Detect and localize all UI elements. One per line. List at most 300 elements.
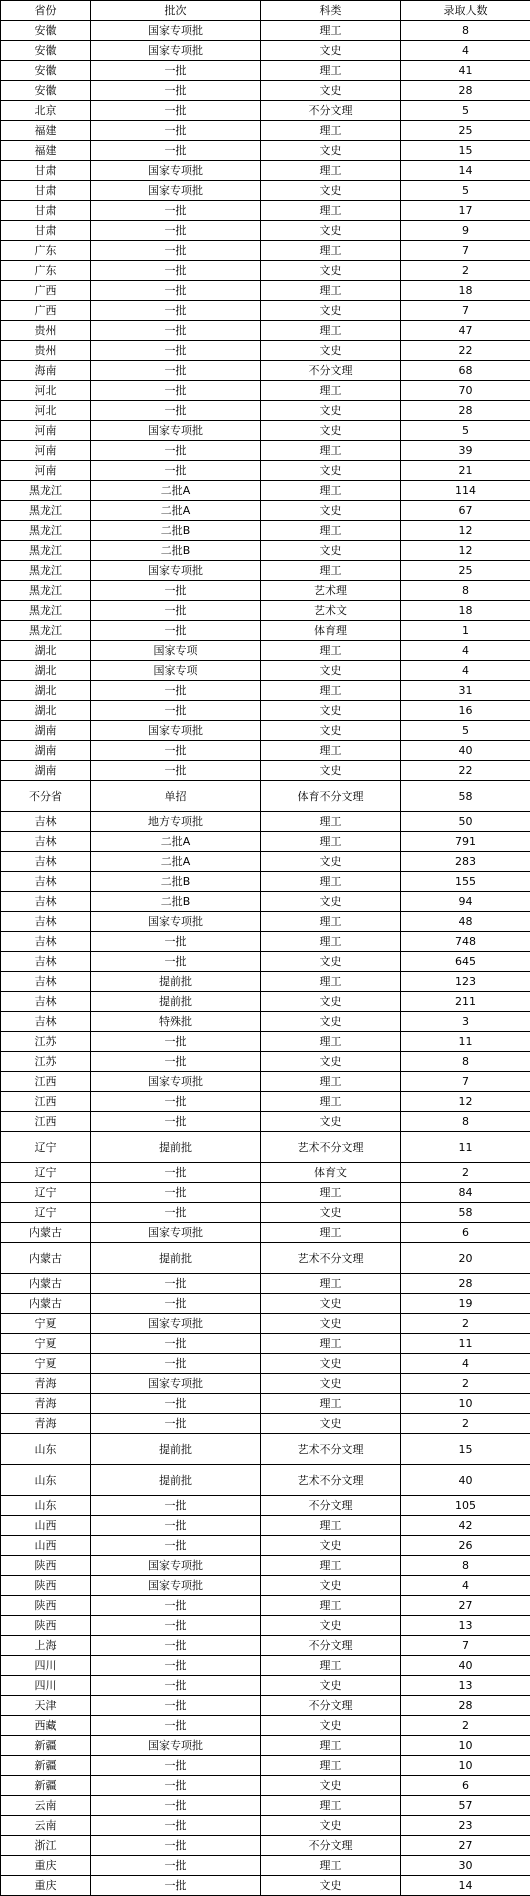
table-row [1, 1556, 530, 1576]
province-cell: 广东 [1, 261, 91, 281]
admitted-count-cell: 58 [401, 1203, 530, 1223]
table-row [1, 1876, 530, 1896]
batch-cell: 二批A [91, 832, 261, 852]
province-cell: 广西 [1, 281, 91, 301]
table-row [1, 1756, 530, 1776]
admitted-count-cell: 645 [401, 952, 530, 972]
batch-cell: 国家专项批 [91, 1576, 261, 1596]
batch-cell: 一批 [91, 761, 261, 781]
category-cell: 文史 [261, 261, 401, 281]
batch-cell: 国家专项批 [91, 912, 261, 932]
admitted-count-cell: 28 [401, 81, 530, 101]
table-row [1, 1374, 530, 1394]
table-row [1, 1576, 530, 1596]
admitted-count-cell: 5 [401, 101, 530, 121]
category-cell: 文史 [261, 501, 401, 521]
admitted-count-cell: 7 [401, 241, 530, 261]
batch-cell: 一批 [91, 1274, 261, 1294]
batch-cell: 单招 [91, 781, 261, 812]
admitted-count-cell: 14 [401, 1876, 530, 1896]
category-cell: 艺术不分文理 [261, 1465, 401, 1496]
batch-cell: 提前批 [91, 972, 261, 992]
batch-cell: 二批B [91, 541, 261, 561]
admitted-count-cell: 4 [401, 1576, 530, 1596]
admitted-count-cell: 4 [401, 1354, 530, 1374]
province-cell: 黑龙江 [1, 621, 91, 641]
province-cell: 北京 [1, 101, 91, 121]
batch-cell: 二批B [91, 892, 261, 912]
admitted-count-cell: 8 [401, 21, 530, 41]
category-cell: 文史 [261, 1676, 401, 1696]
province-cell: 青海 [1, 1394, 91, 1414]
batch-cell: 提前批 [91, 1465, 261, 1496]
province-cell: 湖南 [1, 741, 91, 761]
batch-cell: 一批 [91, 1856, 261, 1876]
province-cell: 陕西 [1, 1576, 91, 1596]
batch-cell: 提前批 [91, 1434, 261, 1465]
table-row [1, 501, 530, 521]
province-cell: 新疆 [1, 1736, 91, 1756]
table-row [1, 421, 530, 441]
table-row [1, 1414, 530, 1434]
batch-cell: 一批 [91, 341, 261, 361]
category-cell: 文史 [261, 301, 401, 321]
admitted-count-cell: 67 [401, 501, 530, 521]
province-cell: 河北 [1, 401, 91, 421]
category-cell: 文史 [261, 401, 401, 421]
batch-cell: 国家专项批 [91, 21, 261, 41]
header-category: 科类 [261, 1, 401, 21]
category-cell: 文史 [261, 1203, 401, 1223]
batch-cell: 一批 [91, 1796, 261, 1816]
province-cell: 甘肃 [1, 221, 91, 241]
category-cell: 理工 [261, 1183, 401, 1203]
province-cell: 青海 [1, 1414, 91, 1434]
batch-cell: 提前批 [91, 1243, 261, 1274]
category-cell: 理工 [261, 561, 401, 581]
admitted-count-cell: 58 [401, 781, 530, 812]
admitted-count-cell: 28 [401, 1274, 530, 1294]
province-cell: 内蒙古 [1, 1223, 91, 1243]
table-row [1, 561, 530, 581]
table-row [1, 161, 530, 181]
category-cell: 理工 [261, 61, 401, 81]
province-cell: 吉林 [1, 892, 91, 912]
batch-cell: 国家专项批 [91, 1072, 261, 1092]
batch-cell: 一批 [91, 101, 261, 121]
batch-cell: 一批 [91, 1032, 261, 1052]
province-cell: 黑龙江 [1, 561, 91, 581]
table-row [1, 1516, 530, 1536]
category-cell: 理工 [261, 1516, 401, 1536]
admitted-count-cell: 123 [401, 972, 530, 992]
province-cell: 黑龙江 [1, 501, 91, 521]
admitted-count-cell: 21 [401, 461, 530, 481]
province-cell: 湖北 [1, 681, 91, 701]
batch-cell: 一批 [91, 1816, 261, 1836]
table-row [1, 61, 530, 81]
table-row [1, 1596, 530, 1616]
batch-cell: 一批 [91, 1112, 261, 1132]
admitted-count-cell: 17 [401, 201, 530, 221]
category-cell: 理工 [261, 241, 401, 261]
category-cell: 体育文 [261, 1163, 401, 1183]
province-cell: 江西 [1, 1112, 91, 1132]
admitted-count-cell: 5 [401, 181, 530, 201]
province-cell: 辽宁 [1, 1183, 91, 1203]
admitted-count-cell: 39 [401, 441, 530, 461]
province-cell: 宁夏 [1, 1354, 91, 1374]
batch-cell: 一批 [91, 1636, 261, 1656]
category-cell: 文史 [261, 1052, 401, 1072]
category-cell: 理工 [261, 1394, 401, 1414]
table-body [1, 21, 530, 1896]
batch-cell: 二批A [91, 501, 261, 521]
province-cell: 山东 [1, 1496, 91, 1516]
admitted-count-cell: 13 [401, 1676, 530, 1696]
batch-cell: 提前批 [91, 1132, 261, 1163]
province-cell: 安徽 [1, 81, 91, 101]
table-row [1, 1616, 530, 1636]
admitted-count-cell: 2 [401, 261, 530, 281]
admitted-count-cell: 70 [401, 381, 530, 401]
admitted-count-cell: 40 [401, 1465, 530, 1496]
province-cell: 云南 [1, 1796, 91, 1816]
category-cell: 理工 [261, 741, 401, 761]
province-cell: 辽宁 [1, 1132, 91, 1163]
category-cell: 艺术理 [261, 581, 401, 601]
category-cell: 艺术文 [261, 601, 401, 621]
table-row [1, 481, 530, 501]
table-row [1, 1203, 530, 1223]
table-row [1, 781, 530, 812]
batch-cell: 一批 [91, 1836, 261, 1856]
admitted-count-cell: 10 [401, 1736, 530, 1756]
table-row [1, 221, 530, 241]
category-cell: 理工 [261, 1656, 401, 1676]
batch-cell: 国家专项批 [91, 1736, 261, 1756]
table-row [1, 741, 530, 761]
table-row [1, 872, 530, 892]
province-cell: 海南 [1, 361, 91, 381]
category-cell: 文史 [261, 461, 401, 481]
province-cell: 浙江 [1, 1836, 91, 1856]
table-row [1, 41, 530, 61]
table-row [1, 852, 530, 872]
category-cell: 文史 [261, 41, 401, 61]
category-cell: 文史 [261, 1616, 401, 1636]
batch-cell: 一批 [91, 461, 261, 481]
table-row [1, 1796, 530, 1816]
batch-cell: 一批 [91, 1294, 261, 1314]
admitted-count-cell: 22 [401, 761, 530, 781]
province-cell: 江西 [1, 1092, 91, 1112]
admitted-count-cell: 11 [401, 1032, 530, 1052]
admitted-count-cell: 748 [401, 932, 530, 952]
table-row [1, 461, 530, 481]
admitted-count-cell: 791 [401, 832, 530, 852]
table-row [1, 1394, 530, 1414]
province-cell: 重庆 [1, 1856, 91, 1876]
category-cell: 文史 [261, 541, 401, 561]
category-cell: 文史 [261, 892, 401, 912]
table-row [1, 761, 530, 781]
admitted-count-cell: 50 [401, 812, 530, 832]
admitted-count-cell: 9 [401, 221, 530, 241]
category-cell: 理工 [261, 1032, 401, 1052]
admitted-count-cell: 16 [401, 701, 530, 721]
table-row [1, 601, 530, 621]
category-cell: 体育理 [261, 621, 401, 641]
province-cell: 新疆 [1, 1776, 91, 1796]
table-row [1, 721, 530, 741]
admitted-count-cell: 47 [401, 321, 530, 341]
province-cell: 山西 [1, 1516, 91, 1536]
batch-cell: 一批 [91, 1496, 261, 1516]
header-batch: 批次 [91, 1, 261, 21]
admitted-count-cell: 28 [401, 401, 530, 421]
batch-cell: 提前批 [91, 992, 261, 1012]
batch-cell: 一批 [91, 932, 261, 952]
province-cell: 上海 [1, 1636, 91, 1656]
table-row [1, 661, 530, 681]
province-cell: 河南 [1, 441, 91, 461]
header-admitted-count: 录取人数 [401, 1, 530, 21]
province-cell: 黑龙江 [1, 541, 91, 561]
table-row [1, 21, 530, 41]
province-cell: 吉林 [1, 812, 91, 832]
table-row [1, 1092, 530, 1112]
category-cell: 文史 [261, 421, 401, 441]
table-row [1, 912, 530, 932]
category-cell: 文史 [261, 1414, 401, 1434]
table-row [1, 1465, 530, 1496]
category-cell: 理工 [261, 1596, 401, 1616]
category-cell: 理工 [261, 912, 401, 932]
province-cell: 湖南 [1, 721, 91, 741]
batch-cell: 一批 [91, 61, 261, 81]
province-cell: 福建 [1, 121, 91, 141]
table-row [1, 1354, 530, 1374]
table-row [1, 812, 530, 832]
province-cell: 安徽 [1, 61, 91, 81]
table-row [1, 581, 530, 601]
admitted-count-cell: 84 [401, 1183, 530, 1203]
table-row [1, 1434, 530, 1465]
category-cell: 理工 [261, 1556, 401, 1576]
header-row [1, 1, 530, 21]
category-cell: 理工 [261, 972, 401, 992]
batch-cell: 国家专项批 [91, 721, 261, 741]
category-cell: 文史 [261, 1576, 401, 1596]
category-cell: 文史 [261, 992, 401, 1012]
batch-cell: 一批 [91, 952, 261, 972]
batch-cell: 一批 [91, 701, 261, 721]
admitted-count-cell: 2 [401, 1163, 530, 1183]
category-cell: 文史 [261, 221, 401, 241]
category-cell: 文史 [261, 81, 401, 101]
table-row [1, 1072, 530, 1092]
admitted-count-cell: 7 [401, 301, 530, 321]
batch-cell: 一批 [91, 1183, 261, 1203]
province-cell: 湖北 [1, 641, 91, 661]
batch-cell: 一批 [91, 121, 261, 141]
table-row [1, 1696, 530, 1716]
batch-cell: 一批 [91, 281, 261, 301]
category-cell: 文史 [261, 761, 401, 781]
province-cell: 黑龙江 [1, 581, 91, 601]
province-cell: 内蒙古 [1, 1294, 91, 1314]
admitted-count-cell: 8 [401, 581, 530, 601]
province-cell: 甘肃 [1, 181, 91, 201]
batch-cell: 一批 [91, 141, 261, 161]
table-row [1, 1536, 530, 1556]
table-row [1, 1183, 530, 1203]
category-cell: 理工 [261, 381, 401, 401]
category-cell: 理工 [261, 641, 401, 661]
admitted-count-cell: 14 [401, 161, 530, 181]
province-cell: 黑龙江 [1, 601, 91, 621]
category-cell: 文史 [261, 701, 401, 721]
province-cell: 不分省 [1, 781, 91, 812]
admitted-count-cell: 4 [401, 661, 530, 681]
batch-cell: 国家专项批 [91, 1556, 261, 1576]
table-row [1, 341, 530, 361]
province-cell: 青海 [1, 1374, 91, 1394]
table-row [1, 1132, 530, 1163]
batch-cell: 国家专项 [91, 641, 261, 661]
batch-cell: 一批 [91, 201, 261, 221]
table-row [1, 541, 530, 561]
admitted-count-cell: 15 [401, 1434, 530, 1465]
province-cell: 湖南 [1, 761, 91, 781]
table-row [1, 1776, 530, 1796]
admitted-count-cell: 5 [401, 421, 530, 441]
admitted-count-cell: 8 [401, 1556, 530, 1576]
table-row [1, 241, 530, 261]
category-cell: 理工 [261, 161, 401, 181]
admitted-count-cell: 8 [401, 1052, 530, 1072]
admitted-count-cell: 22 [401, 341, 530, 361]
category-cell: 不分文理 [261, 101, 401, 121]
admitted-count-cell: 2 [401, 1374, 530, 1394]
table-row [1, 261, 530, 281]
table-row [1, 1223, 530, 1243]
admitted-count-cell: 155 [401, 872, 530, 892]
admitted-count-cell: 1 [401, 621, 530, 641]
admitted-count-cell: 12 [401, 541, 530, 561]
province-cell: 湖北 [1, 701, 91, 721]
category-cell: 文史 [261, 1354, 401, 1374]
province-cell: 宁夏 [1, 1314, 91, 1334]
category-cell: 理工 [261, 481, 401, 501]
batch-cell: 一批 [91, 1163, 261, 1183]
province-cell: 天津 [1, 1696, 91, 1716]
admitted-count-cell: 20 [401, 1243, 530, 1274]
table-row [1, 1012, 530, 1032]
province-cell: 甘肃 [1, 201, 91, 221]
admitted-count-cell: 6 [401, 1776, 530, 1796]
admitted-count-cell: 30 [401, 1856, 530, 1876]
admitted-count-cell: 18 [401, 281, 530, 301]
admitted-count-cell: 8 [401, 1112, 530, 1132]
province-cell: 贵州 [1, 341, 91, 361]
admitted-count-cell: 114 [401, 481, 530, 501]
admitted-count-cell: 2 [401, 1414, 530, 1434]
admitted-count-cell: 105 [401, 1496, 530, 1516]
category-cell: 理工 [261, 201, 401, 221]
batch-cell: 一批 [91, 741, 261, 761]
admitted-count-cell: 15 [401, 141, 530, 161]
batch-cell: 一批 [91, 1656, 261, 1676]
admitted-count-cell: 211 [401, 992, 530, 1012]
category-cell: 艺术不分文理 [261, 1132, 401, 1163]
category-cell: 文史 [261, 952, 401, 972]
table-row [1, 201, 530, 221]
province-cell: 云南 [1, 1816, 91, 1836]
table-row [1, 641, 530, 661]
batch-cell: 一批 [91, 1676, 261, 1696]
admitted-count-cell: 26 [401, 1536, 530, 1556]
table-row [1, 992, 530, 1012]
province-cell: 安徽 [1, 41, 91, 61]
batch-cell: 一批 [91, 621, 261, 641]
admitted-count-cell: 25 [401, 561, 530, 581]
province-cell: 江苏 [1, 1032, 91, 1052]
admitted-count-cell: 12 [401, 1092, 530, 1112]
table-row [1, 521, 530, 541]
table-row [1, 932, 530, 952]
category-cell: 理工 [261, 1756, 401, 1776]
batch-cell: 一批 [91, 581, 261, 601]
admitted-count-cell: 12 [401, 521, 530, 541]
category-cell: 文史 [261, 1374, 401, 1394]
admitted-count-cell: 2 [401, 1716, 530, 1736]
category-cell: 理工 [261, 832, 401, 852]
province-cell: 内蒙古 [1, 1274, 91, 1294]
table-row [1, 81, 530, 101]
province-cell: 吉林 [1, 912, 91, 932]
province-cell: 陕西 [1, 1556, 91, 1576]
admitted-count-cell: 5 [401, 721, 530, 741]
table-row [1, 381, 530, 401]
province-cell: 吉林 [1, 832, 91, 852]
batch-cell: 一批 [91, 261, 261, 281]
table-row [1, 121, 530, 141]
header-province: 省份 [1, 1, 91, 21]
category-cell: 理工 [261, 521, 401, 541]
table-row [1, 101, 530, 121]
admitted-count-cell: 94 [401, 892, 530, 912]
table-row [1, 1676, 530, 1696]
category-cell: 文史 [261, 1876, 401, 1896]
table-row [1, 952, 530, 972]
batch-cell: 一批 [91, 1696, 261, 1716]
batch-cell: 国家专项批 [91, 1223, 261, 1243]
admitted-count-cell: 25 [401, 121, 530, 141]
batch-cell: 一批 [91, 301, 261, 321]
table-row [1, 1856, 530, 1876]
batch-cell: 一批 [91, 1092, 261, 1112]
table-row [1, 832, 530, 852]
province-cell: 河北 [1, 381, 91, 401]
table-row [1, 181, 530, 201]
province-cell: 吉林 [1, 972, 91, 992]
batch-cell: 国家专项 [91, 661, 261, 681]
province-cell: 重庆 [1, 1876, 91, 1896]
batch-cell: 国家专项批 [91, 161, 261, 181]
category-cell: 理工 [261, 872, 401, 892]
